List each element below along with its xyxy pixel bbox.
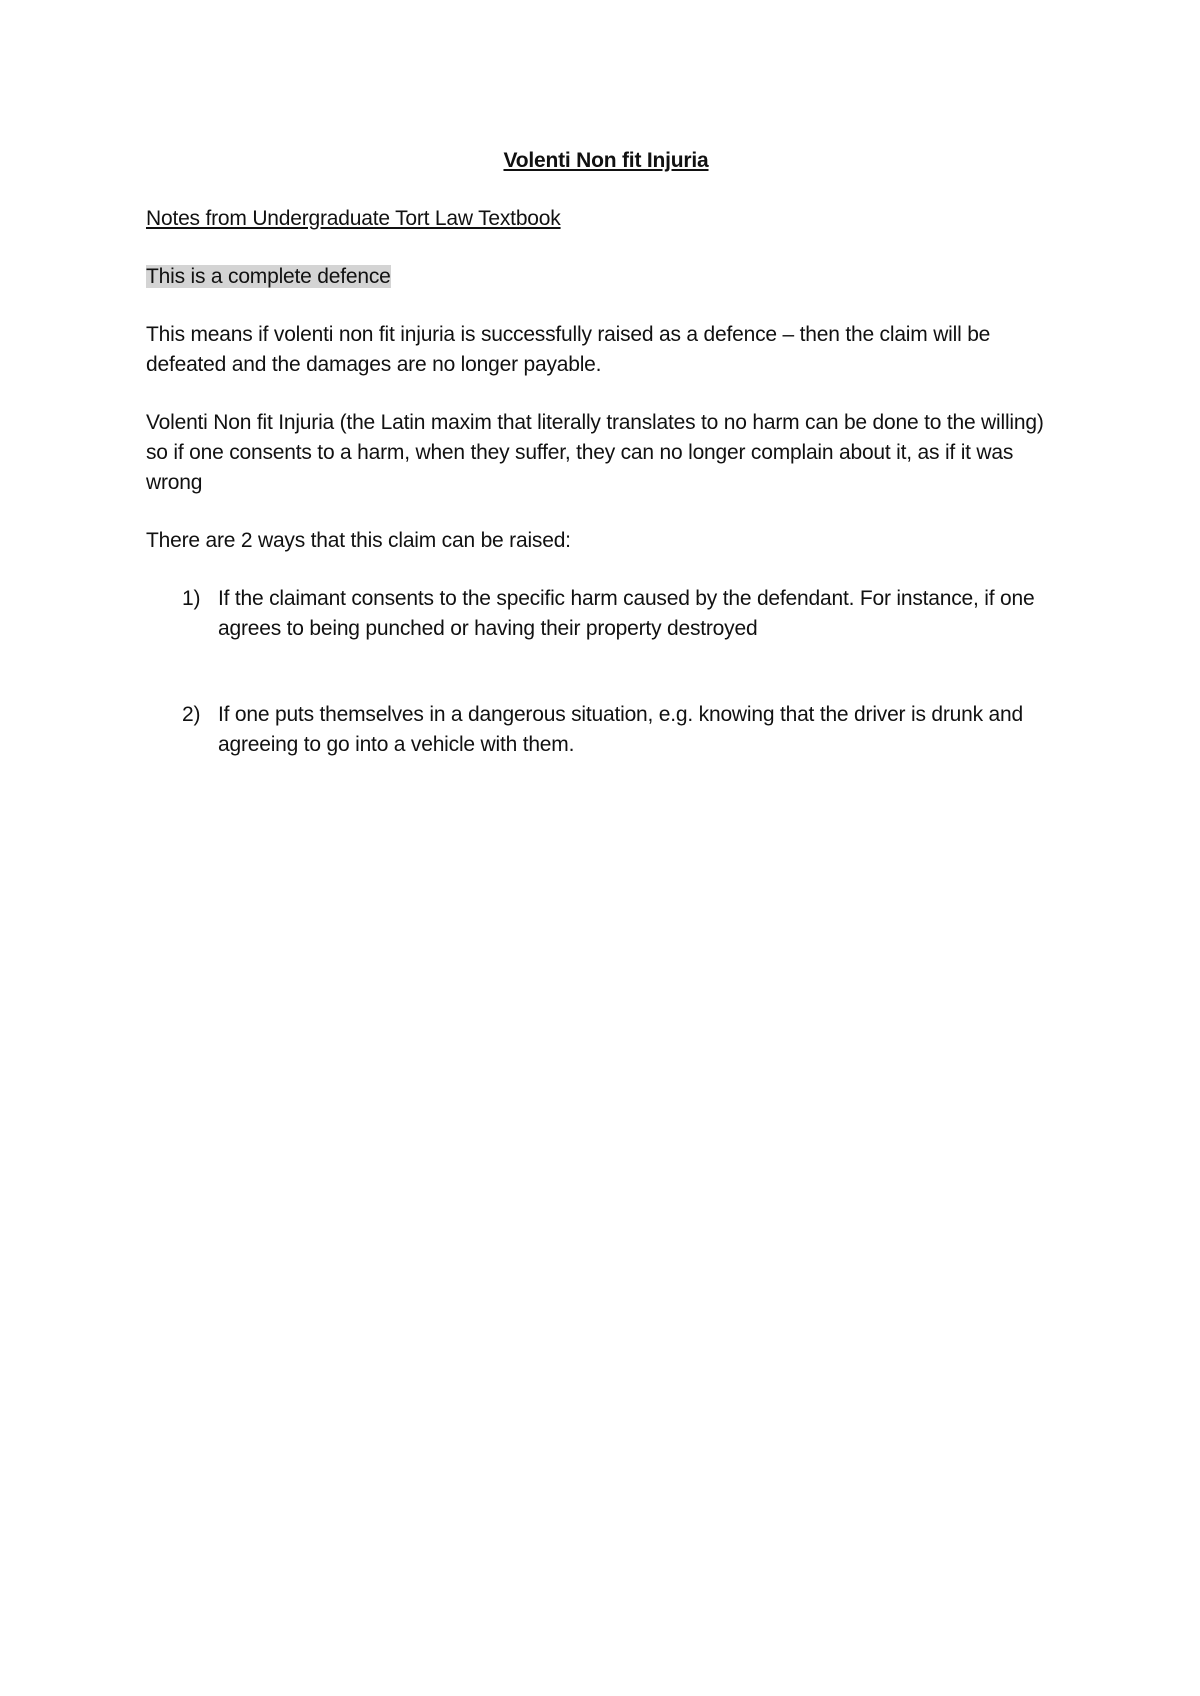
- ways-list: [146, 584, 1066, 760]
- list-item: [146, 584, 1066, 644]
- list-item-text: If one puts themselves in a dangerous situation, e.g. knowing that the driver is drunk and agreeing to go into a vehicle with them.: [218, 703, 1023, 756]
- list-marker: 1): [182, 587, 201, 610]
- list-marker: 2): [182, 703, 201, 726]
- list-item-text: If the claimant consents to the specific harm caused by the defendant. For instance, if one agrees to being punched or having their property destroyed: [218, 587, 1035, 640]
- highlighted-statement: [146, 262, 1066, 292]
- paragraph-latin-maxim: Volenti Non fit Injuria (the Latin maxim that literally translates to no harm can be done to the willing) so if one consents to a harm, when they suffer, they can no longer complain about it, as if it was wrong: [146, 411, 1044, 494]
- paragraph-ways-intro: There are 2 ways that this claim can be raised:: [146, 529, 571, 552]
- list-item: [146, 700, 1066, 760]
- paragraph-defence-meaning: This means if volenti non fit injuria is successfully raised as a defence – then the claim will be defeated and the damages are no longer payable.: [146, 323, 991, 376]
- document-body: [146, 146, 1066, 760]
- document-subtitle: Notes from Undergraduate Tort Law Textbook: [146, 207, 561, 230]
- highlighted-text: This is a complete defence: [146, 265, 391, 288]
- document-title: Volenti Non fit Injuria: [503, 149, 709, 172]
